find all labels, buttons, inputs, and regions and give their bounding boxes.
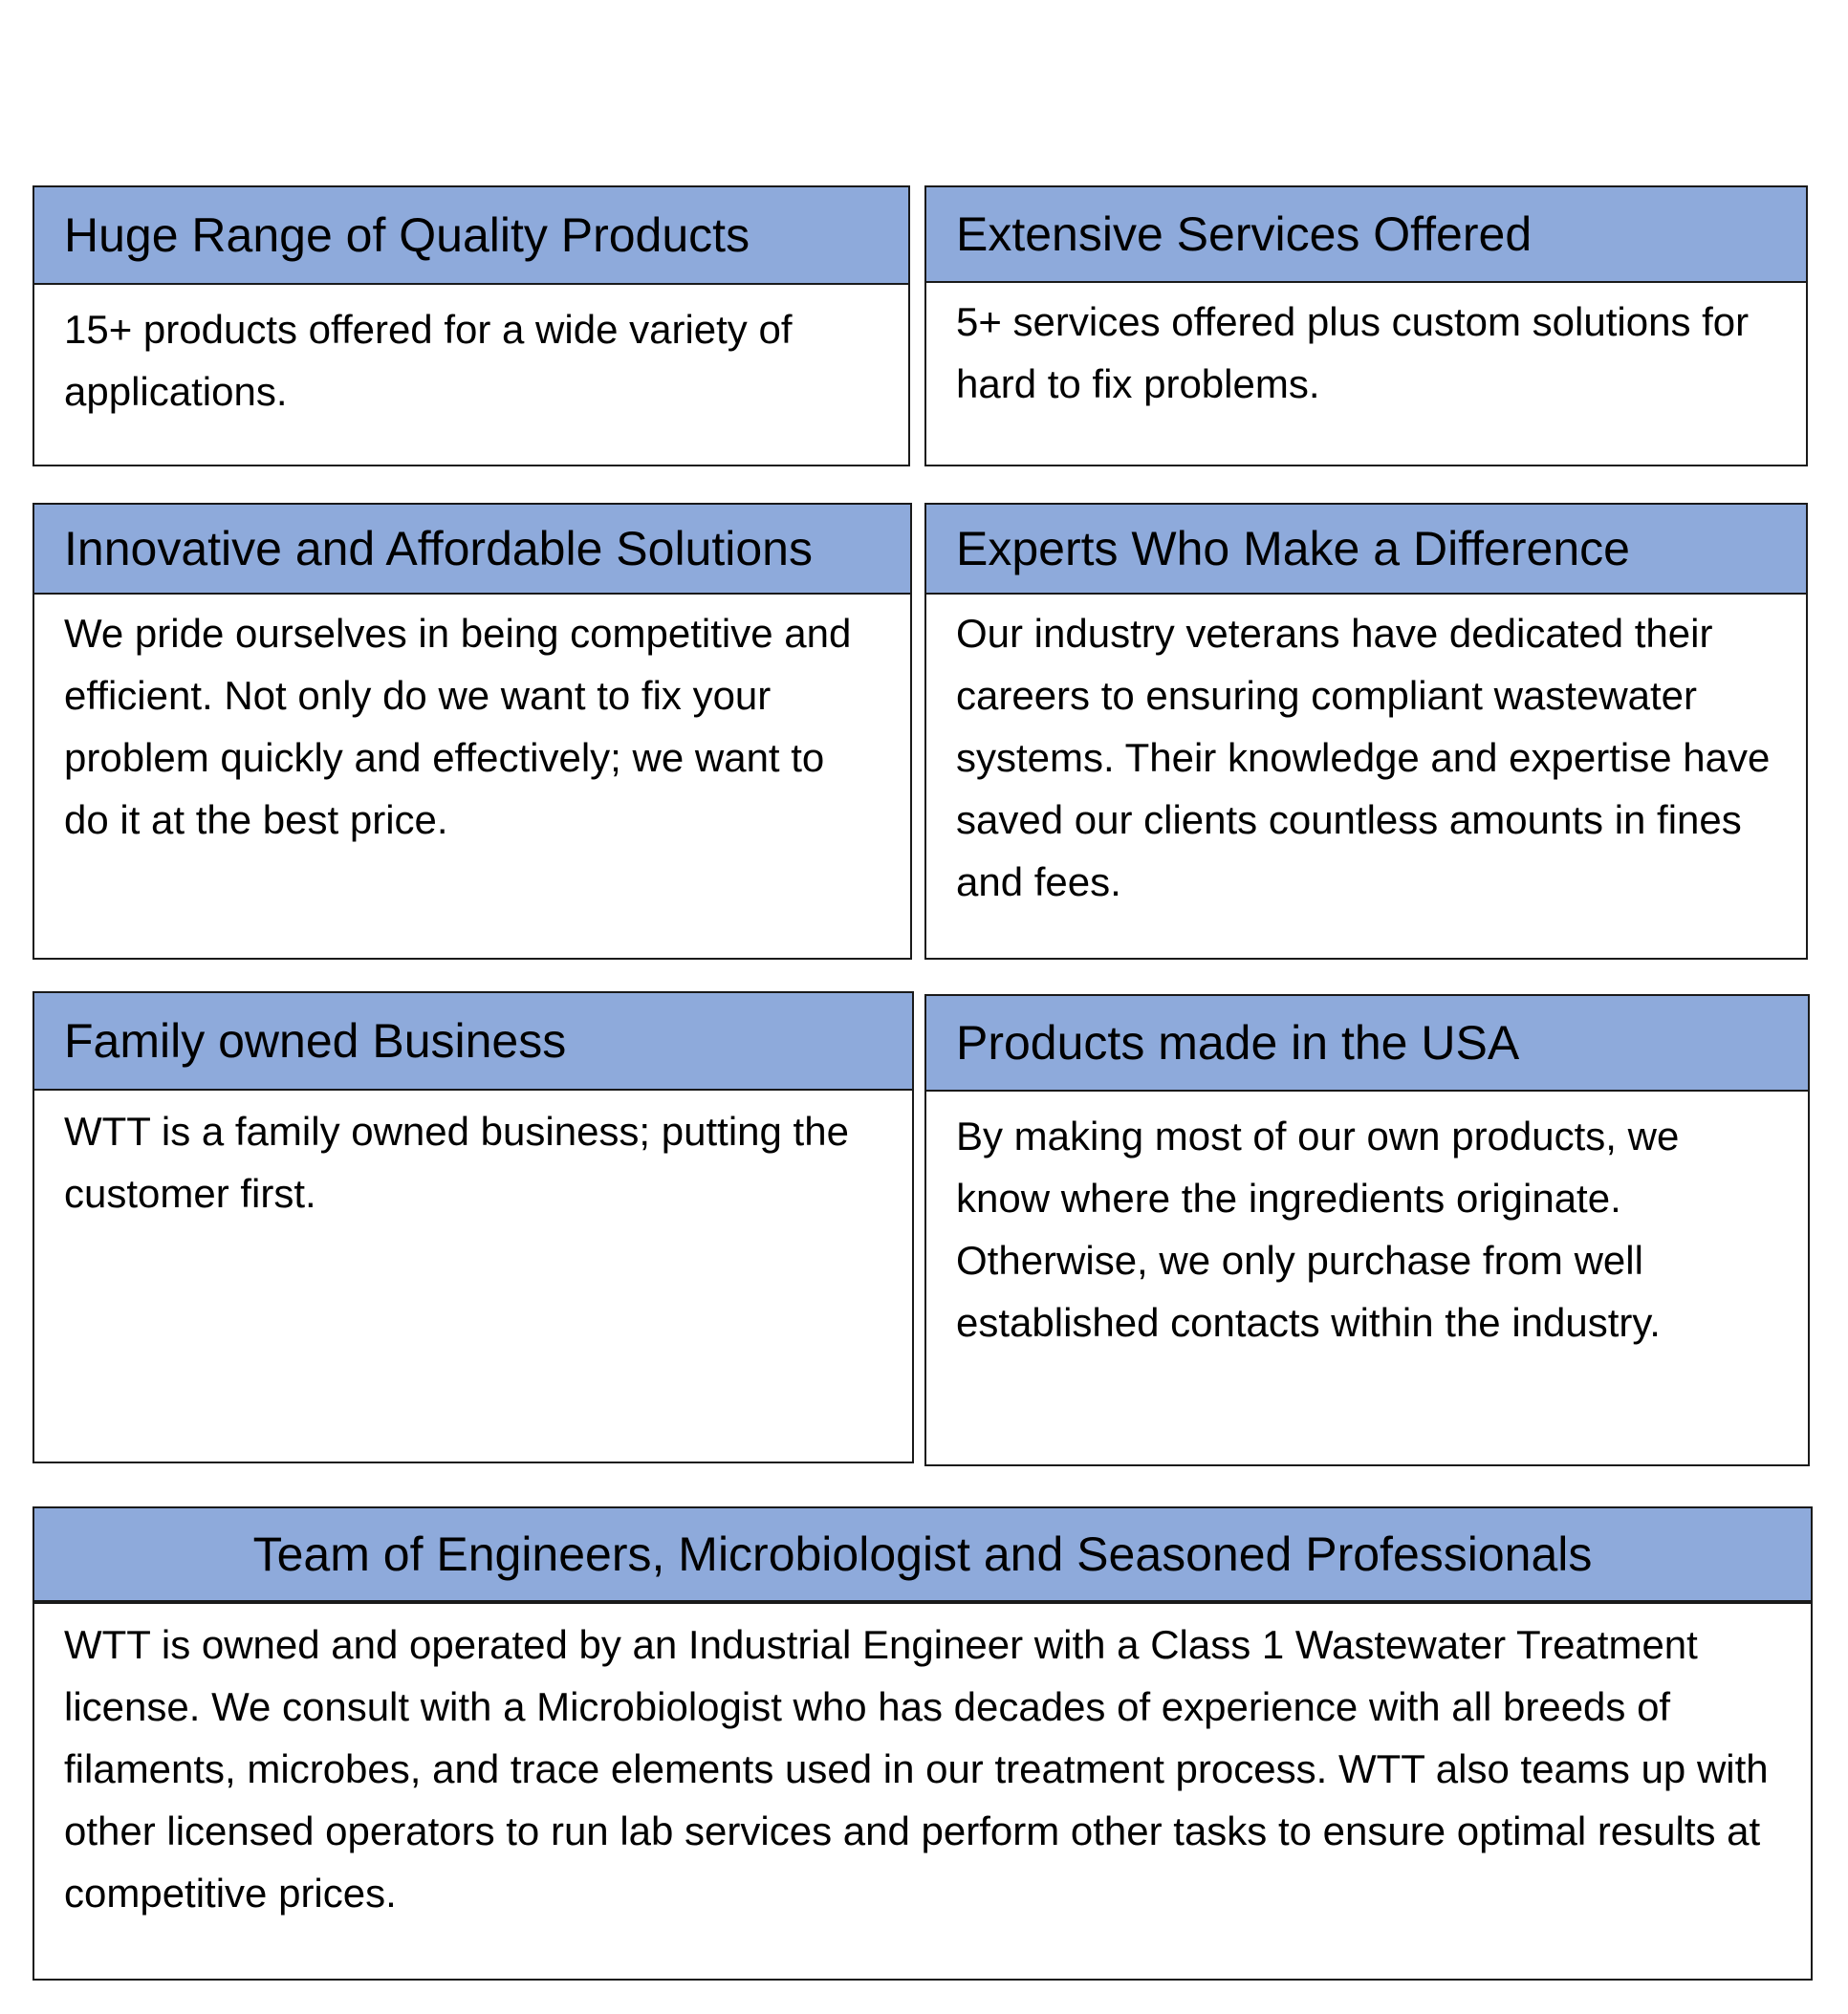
card-title: Family owned Business bbox=[33, 991, 914, 1091]
card-body: Our industry veterans have dedicated their careers to ensuring compliant wastewater systems. Their knowledge and expertise have saved our clients countless amounts in fines and fees. bbox=[924, 593, 1808, 960]
card-title: Huge Range of Quality Products bbox=[33, 185, 910, 285]
card-title: Extensive Services Offered bbox=[924, 185, 1808, 283]
card-experts bbox=[924, 503, 1808, 960]
card-services-offered bbox=[924, 185, 1808, 466]
card-body: We pride ourselves in being competitive and efficient. Not only do we want to fix your problem quickly and effectively; we want to do it at the best price. bbox=[33, 593, 912, 960]
card-team-professionals bbox=[33, 1506, 1813, 1981]
card-body: WTT is a family owned business; putting the customer first. bbox=[33, 1089, 914, 1463]
card-affordable-solutions bbox=[33, 503, 912, 960]
card-title: Experts Who Make a Difference bbox=[924, 503, 1808, 595]
card-body: 5+ services offered plus custom solutions for hard to fix problems. bbox=[924, 281, 1808, 466]
card-quality-products bbox=[33, 185, 910, 466]
card-family-owned bbox=[33, 991, 914, 1463]
card-title: Products made in the USA bbox=[924, 994, 1810, 1092]
card-title: Team of Engineers, Microbiologist and Seasoned Professionals bbox=[33, 1506, 1813, 1602]
card-made-in-usa bbox=[924, 994, 1810, 1466]
card-body: By making most of our own products, we know where the ingredients originate. Otherwise, we only purchase from well established contacts within the industry. bbox=[924, 1090, 1810, 1466]
card-title: Innovative and Affordable Solutions bbox=[33, 503, 912, 595]
card-body: 15+ products offered for a wide variety of applications. bbox=[33, 283, 910, 466]
card-body: WTT is owned and operated by an Industrial Engineer with a Class 1 Wastewater Treatment license. We consult with a Microbiologist who has decades of experience with all breeds of filaments, microbes, and trace elements used in our treatment process. WTT also teams up with other licensed operators to run lab services and perform other tasks to ensure optimal results at competitive prices. bbox=[33, 1602, 1813, 1981]
